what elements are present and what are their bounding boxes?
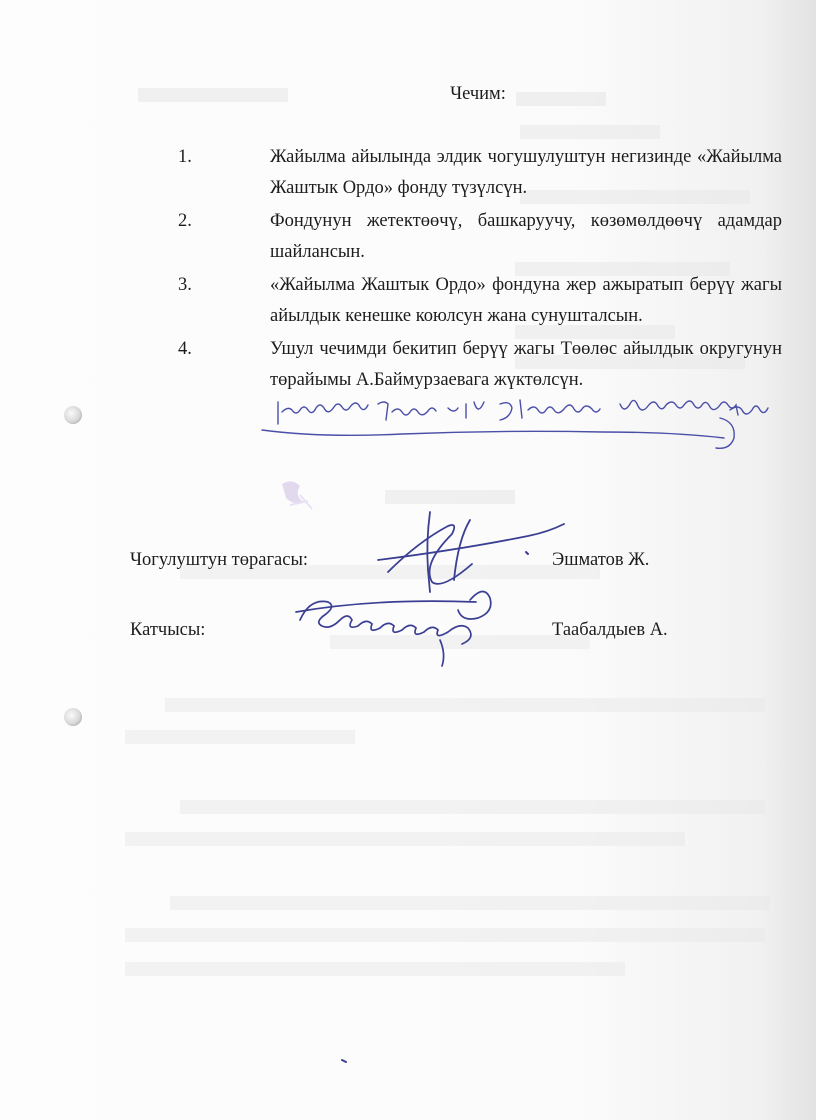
chairman-role-label: Чогулуштун төрагасы: bbox=[130, 550, 309, 570]
document-heading: Чечим: bbox=[450, 84, 506, 104]
chairman-signature bbox=[378, 512, 564, 592]
item-text: Фондунун жетектөөчү, башкаруучу, көзөмөлдөөчү адамдар шайлансын. bbox=[270, 211, 782, 262]
secretary-name: Таабалдыев А. bbox=[552, 620, 668, 640]
item-text: «Жайылма Жаштык Ордо» фондуна жер ажыратып берүү жагы айылдык кенешке коюлсун жана сунушталсын. bbox=[270, 275, 782, 326]
item-text: Жайылма айылында элдик чогушулуштун негизинде «Жайылма Жаштык Ордо» фонду түзүлсүн. bbox=[270, 147, 782, 198]
item-number: 4. bbox=[178, 339, 192, 359]
chairman-name: Эшматов Ж. bbox=[552, 550, 650, 570]
item-number: 3. bbox=[178, 275, 192, 295]
secretary-role-label: Катчысы: bbox=[130, 620, 206, 640]
item-text: Ушул чечимди бекитип берүү жагы Төөлөс айылдык округунун төрайымы А.Баймурзаевага жүктөлсүн. bbox=[270, 339, 782, 390]
handwritten-annotation bbox=[262, 400, 768, 448]
ink-smudge bbox=[282, 481, 312, 509]
secretary-signature bbox=[296, 591, 491, 666]
item-number: 1. bbox=[178, 147, 192, 167]
item-number: 2. bbox=[178, 211, 192, 231]
